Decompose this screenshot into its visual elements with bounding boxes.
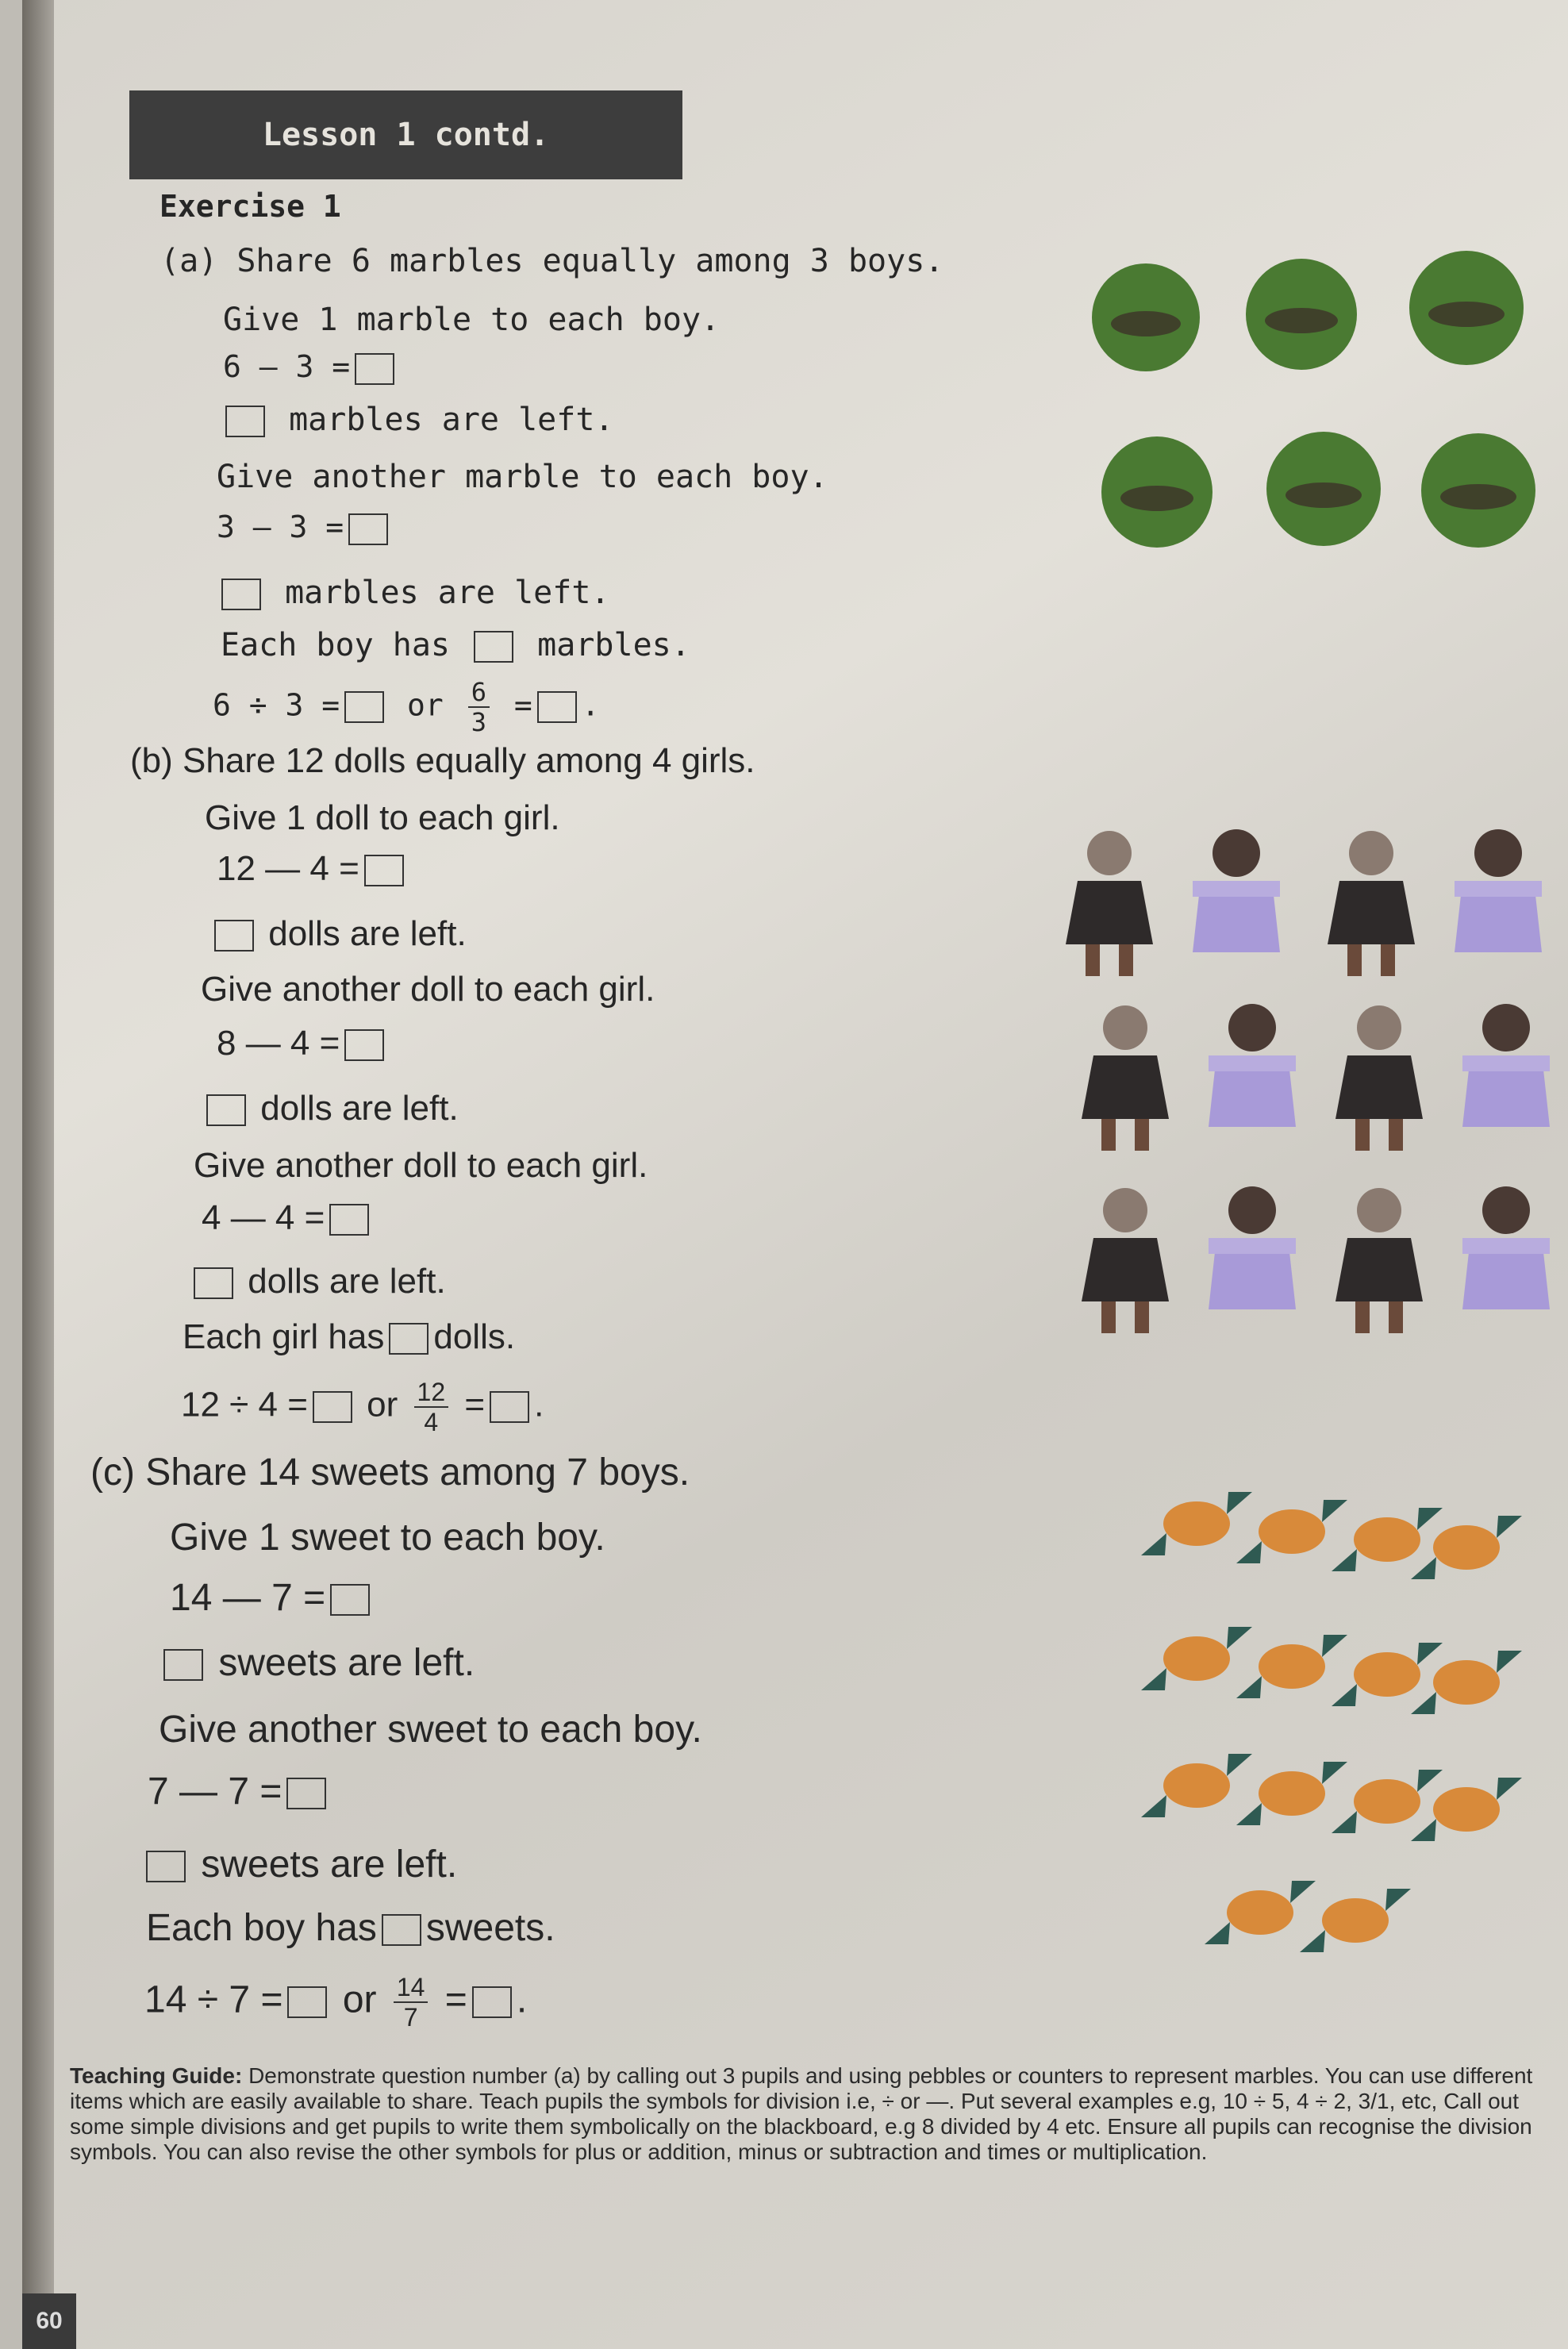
doll-icon: [1328, 831, 1415, 976]
answer-box: [537, 691, 577, 723]
answer-box: [389, 1323, 429, 1355]
doll-icon: [1082, 1005, 1169, 1151]
textbook-page: [22, 0, 1568, 2349]
teaching-guide-text: Demonstrate question number (a) by calling out 3 pupils and using pebbles or counters to represent marbles. You can use different items which are easily available to share. Teach pupils the symbols for division i.e, ÷ or —. Put several examples e.g, 10 ÷ 5, 4 ÷ 2, 3/1, etc, Call out some simple divisions and get pupils to write them symbolically on the blackboard, e.g 8 divided by 4 etc. Ensure all pupils can recognise the division symbols. You can also revise the other symbols for plus or addition, minus or subtraction and times or multiplication.: [70, 2063, 1533, 2164]
doll-icon: [1335, 1188, 1423, 1333]
sweet-icon: [1300, 1889, 1411, 1952]
answer-box: [344, 1029, 384, 1061]
doll-icon: [1209, 1004, 1296, 1127]
answer-box: [206, 1094, 246, 1126]
part-b-line1: Give 1 doll to each girl.: [205, 798, 560, 837]
answer-box: [287, 1986, 327, 2018]
answer-box: [146, 1851, 186, 1882]
teaching-guide: [70, 2063, 1562, 2165]
part-b-has: Each girl has dolls.: [183, 1317, 516, 1356]
sweets-illustration: [1133, 1468, 1546, 2008]
answer-box: [214, 920, 254, 952]
part-c-eq2: 7 — 7 =: [148, 1770, 331, 1813]
sweet-icon: [1141, 1492, 1252, 1555]
doll-icon: [1462, 1186, 1550, 1309]
part-c-left2: sweets are left.: [141, 1843, 457, 1886]
sweet-icon: [1332, 1508, 1443, 1571]
part-b-left2: dolls are left.: [202, 1089, 459, 1128]
page-number: 60: [22, 2293, 76, 2349]
answer-box: [490, 1391, 529, 1423]
answer-box: [225, 406, 265, 437]
answer-box: [355, 353, 394, 385]
part-c-has: Each boy has sweets.: [146, 1907, 555, 1949]
part-c-left1: sweets are left.: [159, 1641, 475, 1685]
fraction: $\frac{14}{7}$: [394, 1974, 429, 2030]
sweet-icon: [1236, 1762, 1347, 1825]
doll-icon: [1082, 1188, 1169, 1333]
sweet-icon: [1236, 1500, 1347, 1563]
fraction: $\frac{6}{3}$: [468, 679, 490, 735]
answer-box: [286, 1778, 326, 1809]
dolls-illustration: [1054, 809, 1562, 1365]
sweet-icon: [1141, 1627, 1252, 1690]
part-a-has: Each boy has marbles.: [221, 627, 690, 663]
part-a-eq2: 3 — 3 =: [217, 509, 393, 545]
answer-box: [348, 513, 388, 545]
sweet-icon: [1332, 1643, 1443, 1706]
part-b-line2: Give another doll to each girl.: [201, 970, 655, 1009]
marbles-illustration: [1086, 238, 1562, 571]
part-a-division: 6 ÷ 3 = or $\frac{6}{3}$ = .: [213, 677, 600, 737]
part-a-eq1: 6 — 3 =: [223, 349, 399, 385]
sweet-icon: [1236, 1635, 1347, 1698]
sweet-icon: [1141, 1754, 1252, 1817]
part-b-left3: dolls are left.: [189, 1262, 446, 1301]
doll-icon: [1193, 829, 1280, 952]
doll-icon: [1462, 1004, 1550, 1127]
sweet-icon: [1411, 1778, 1522, 1841]
answer-box: [474, 631, 513, 663]
answer-box: [329, 1204, 369, 1236]
doll-icon: [1455, 829, 1542, 952]
part-c-line1: Give 1 sweet to each boy.: [170, 1517, 605, 1559]
doll-icon: [1066, 831, 1153, 976]
part-b-eq1: 12 — 4 =: [217, 849, 409, 889]
page-edge-shadow: [22, 0, 54, 2349]
part-c-division: 14 ÷ 7 = or $\frac{14}{7}$ = .: [144, 1973, 528, 2032]
part-b-eq3: 4 — 4 =: [202, 1198, 374, 1238]
teaching-guide-label: Teaching Guide:: [70, 2063, 243, 2088]
part-b-left1: dolls are left.: [209, 914, 467, 954]
part-a-left2: marbles are left.: [217, 575, 610, 611]
answer-box: [163, 1649, 203, 1681]
sweet-icon: [1411, 1651, 1522, 1714]
answer-box: [472, 1986, 512, 2018]
sweet-icon: [1205, 1881, 1316, 1944]
answer-box: [344, 691, 384, 723]
part-b-line3: Give another doll to each girl.: [194, 1146, 648, 1185]
part-b-division: 12 ÷ 4 = or $\frac{12}{4}$ = .: [181, 1378, 544, 1436]
sweet-icon: [1411, 1516, 1522, 1579]
answer-box: [194, 1267, 233, 1299]
answer-box: [382, 1914, 421, 1946]
fraction: $\frac{12}{4}$: [414, 1379, 449, 1435]
part-b-eq2: 8 — 4 =: [217, 1024, 389, 1063]
part-a-line1: Give 1 marble to each boy.: [223, 302, 721, 338]
lesson-title: Lesson 1 contd.: [129, 90, 682, 179]
part-c-eq1: 14 — 7 =: [170, 1576, 375, 1620]
part-c-heading: (c) Share 14 sweets among 7 boys.: [90, 1451, 690, 1494]
part-a-line2: Give another marble to each boy.: [217, 459, 828, 495]
part-c-line2: Give another sweet to each boy.: [159, 1709, 702, 1751]
part-a-heading: (a) Share 6 marbles equally among 3 boys.: [160, 243, 944, 279]
part-a-left1: marbles are left.: [221, 402, 614, 438]
answer-box: [221, 579, 261, 610]
doll-icon: [1209, 1186, 1296, 1309]
answer-box: [330, 1584, 370, 1616]
doll-icon: [1335, 1005, 1423, 1151]
answer-box: [364, 855, 404, 886]
part-b-heading: (b) Share 12 dolls equally among 4 girls.: [130, 741, 755, 780]
exercise-title: Exercise 1: [159, 189, 341, 224]
answer-box: [313, 1391, 352, 1423]
sweet-icon: [1332, 1770, 1443, 1833]
